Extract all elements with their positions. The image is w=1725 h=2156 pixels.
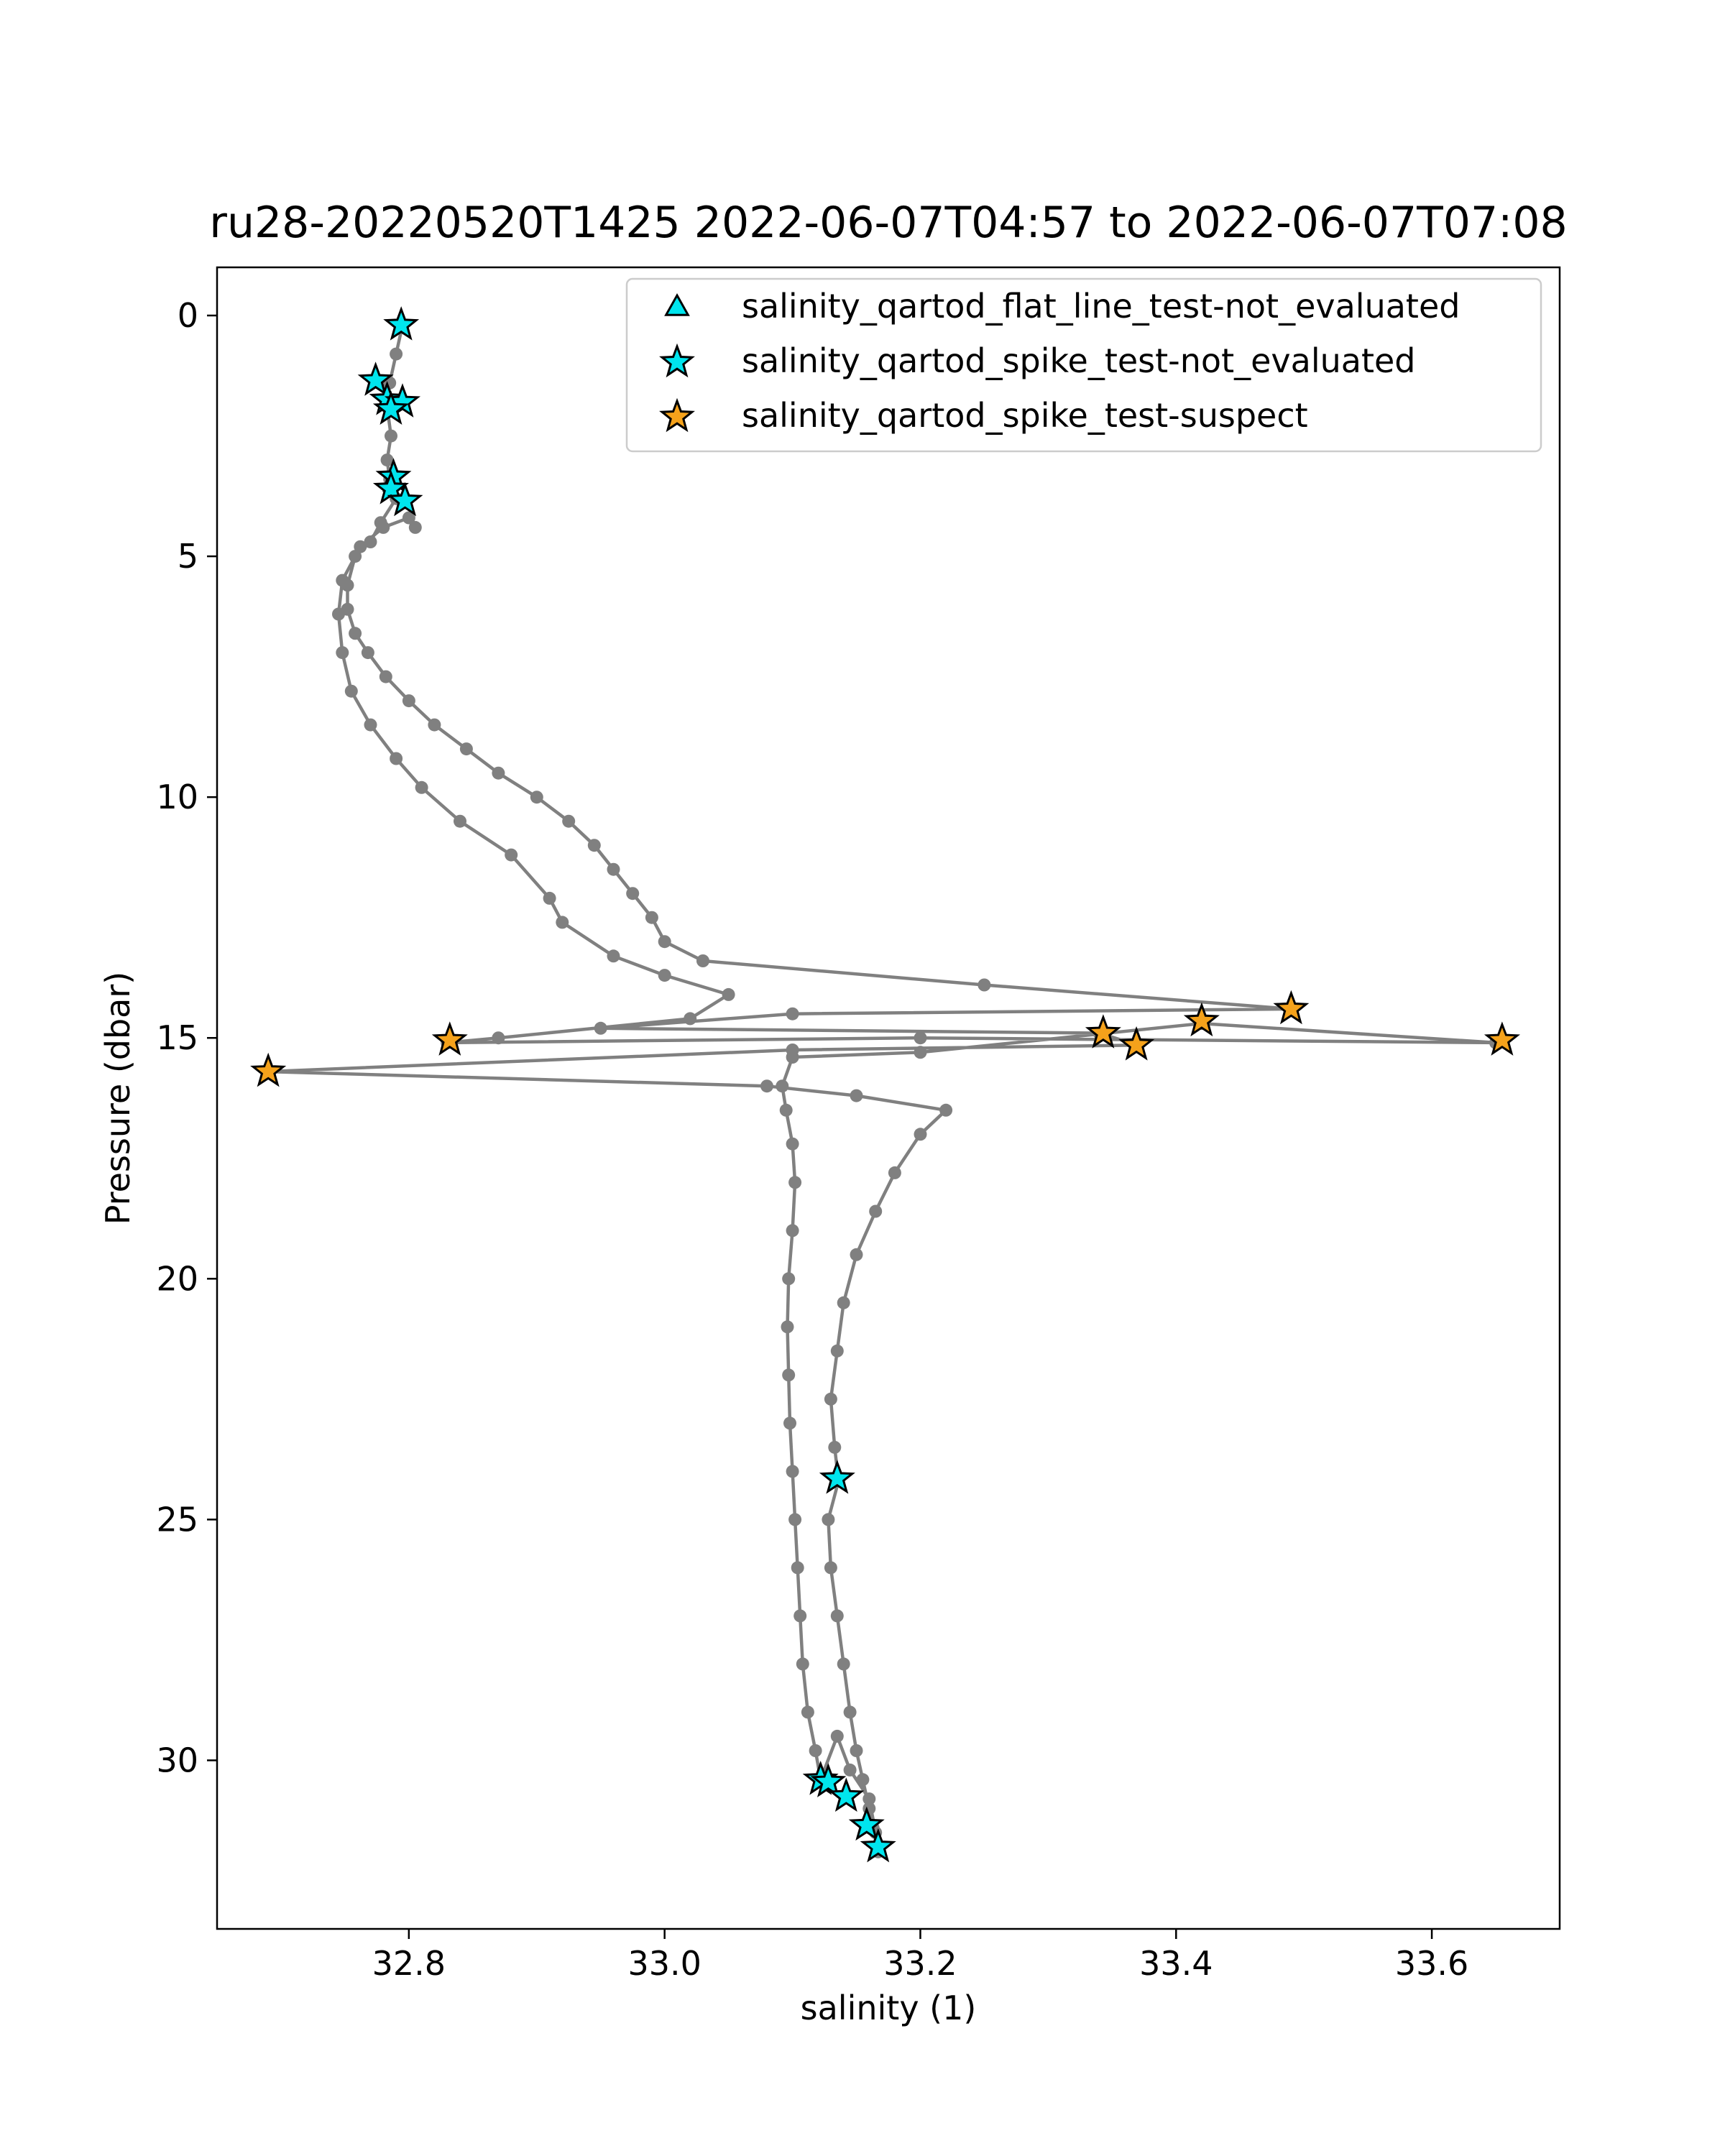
profile-point [788, 1176, 801, 1189]
profile-point [862, 1792, 875, 1805]
profile-point [390, 348, 402, 361]
profile-point [336, 574, 349, 587]
profile-point [402, 694, 415, 707]
y-tick-label: 15 [156, 1018, 198, 1058]
profile-point [786, 1138, 799, 1151]
profile-point [543, 892, 556, 905]
profile-point [562, 815, 575, 828]
profile-point [844, 1705, 857, 1718]
profile-point [607, 863, 620, 876]
profile-point [336, 646, 349, 659]
profile-point [460, 742, 473, 755]
profile-point [837, 1296, 850, 1309]
profile-point [556, 916, 569, 929]
y-tick-label: 5 [177, 537, 198, 576]
profile-point [722, 988, 735, 1001]
y-tick-label: 30 [156, 1741, 198, 1780]
profile-point [978, 979, 990, 992]
profile-point [831, 1345, 844, 1358]
profile-point [594, 1022, 607, 1035]
profile-point [380, 671, 392, 683]
profile-point [914, 1046, 927, 1059]
profile-point [409, 521, 422, 534]
x-tick-label: 33.4 [1139, 1944, 1213, 1983]
profile-point [796, 1657, 809, 1670]
profile-point [626, 887, 639, 900]
profile-point [869, 1205, 882, 1218]
profile-point [377, 521, 390, 534]
profile-point [332, 608, 345, 621]
profile-point [786, 1008, 799, 1021]
profile-point [530, 791, 543, 803]
profile-point [776, 1079, 788, 1092]
profile-point [794, 1609, 806, 1622]
profile-point [831, 1730, 844, 1743]
profile-point [780, 1104, 793, 1117]
profile-point [492, 1031, 505, 1044]
profile-point [837, 1657, 850, 1670]
profile-point [783, 1416, 796, 1429]
profile-point [696, 954, 709, 967]
profile-point [782, 1368, 795, 1381]
chart-title: ru28-20220520T1425 2022-06-07T04:57 to 2022-06-07T07:08 [209, 198, 1568, 248]
x-axis-label: salinity (1) [800, 1989, 977, 2027]
profile-point [788, 1513, 801, 1526]
x-tick-label: 32.8 [372, 1944, 446, 1983]
profile-point [782, 1272, 795, 1285]
profile-point [844, 1764, 857, 1777]
legend [627, 279, 1541, 451]
profile-point [658, 935, 671, 948]
legend-label-spike-suspect: salinity_qartod_spike_test-suspect [742, 396, 1308, 435]
profile-point [791, 1561, 804, 1574]
profile-point [786, 1465, 799, 1478]
profile-point [822, 1513, 834, 1526]
profile-point [850, 1248, 863, 1261]
x-tick-label: 33.2 [883, 1944, 957, 1983]
profile-point [888, 1166, 901, 1179]
y-tick-label: 0 [177, 296, 198, 336]
profile-point [786, 1051, 799, 1064]
profile-point [786, 1224, 799, 1237]
profile-point [658, 969, 671, 982]
profile-point [645, 911, 658, 924]
profile-point [831, 1609, 844, 1622]
profile-point [428, 719, 441, 732]
profile-point [364, 719, 377, 732]
profile-point [760, 1079, 773, 1092]
x-tick-label: 33.6 [1394, 1944, 1469, 1983]
profile-point [454, 815, 466, 828]
profile-point [492, 767, 505, 780]
profile-point [824, 1561, 837, 1574]
profile-point [914, 1031, 927, 1044]
profile-point [415, 781, 428, 794]
profile-point [850, 1089, 863, 1102]
profile-point [684, 1012, 696, 1025]
y-tick-label: 10 [156, 778, 198, 817]
profile-point [856, 1773, 869, 1786]
profile-point [914, 1128, 927, 1141]
profile-point [390, 752, 402, 765]
profile-point [809, 1744, 822, 1757]
legend-label-spike-not-evaluated: salinity_qartod_spike_test-not_evaluated [742, 341, 1416, 380]
profile-point [354, 540, 367, 553]
y-axis-label: Pressure (dbar) [98, 971, 137, 1225]
profile-point [828, 1441, 841, 1454]
legend-label-flat-line-not-evaluated: salinity_qartod_flat_line_test-not_evaluated [742, 287, 1460, 326]
profile-point [939, 1104, 952, 1117]
profile-point [801, 1705, 814, 1718]
y-tick-label: 25 [156, 1500, 198, 1539]
profile-point [781, 1320, 794, 1333]
profile-point [345, 685, 358, 698]
x-tick-label: 33.0 [627, 1944, 702, 1983]
profile-point [362, 646, 374, 659]
profile-point [607, 949, 620, 962]
profile-point [385, 430, 397, 443]
profile-point [349, 627, 362, 640]
profile-point [824, 1393, 837, 1406]
profile-point [588, 839, 601, 852]
profile-point [505, 849, 518, 862]
profile-point [850, 1744, 863, 1757]
y-tick-label: 20 [156, 1259, 198, 1299]
